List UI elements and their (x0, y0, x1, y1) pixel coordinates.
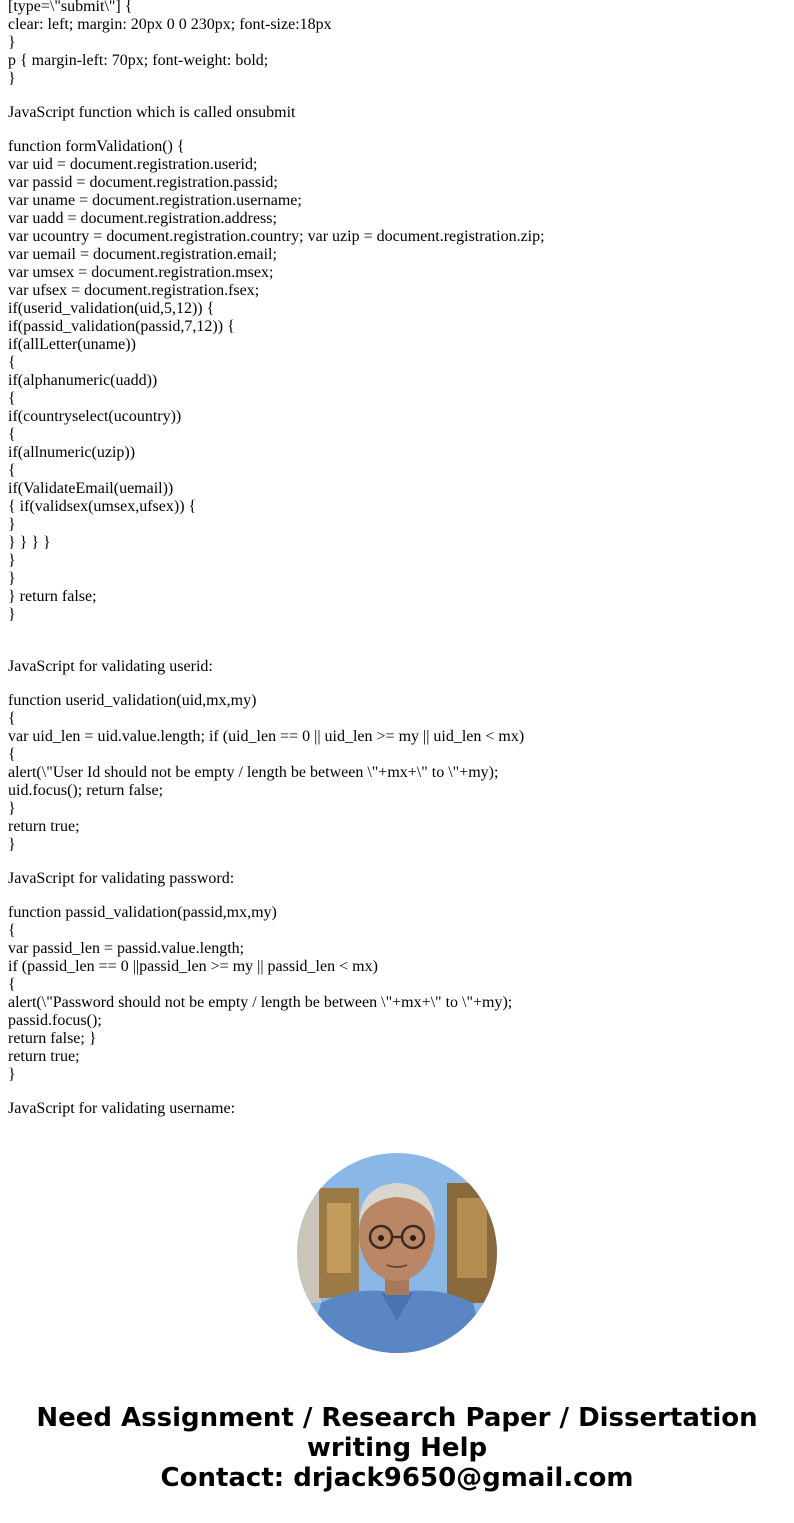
css-code-block (8, 0, 788, 88)
document-body (8, 0, 788, 1118)
code-line: return true; (8, 1048, 80, 1065)
section-heading-onsubmit: JavaScript function which is called onsubmit (8, 104, 296, 121)
userid-validation-code (8, 692, 788, 854)
code-line: var uemail = document.registration.email; (8, 246, 277, 263)
code-line: return false; } (8, 1030, 97, 1047)
author-avatar (297, 1153, 497, 1353)
code-line: alert(\"User Id should not be empty / length be between \"+mx+\" to \"+my); (8, 764, 499, 781)
code-line: } (8, 836, 16, 853)
author-portrait (297, 1153, 497, 1353)
code-line: function passid_validation(passid,mx,my) (8, 904, 277, 921)
form-validation-code (8, 138, 788, 624)
code-line: passid.focus(); (8, 1012, 102, 1029)
code-line: } (8, 70, 16, 87)
code-line: var uname = document.registration.username; (8, 192, 302, 209)
code-line: } (8, 1066, 16, 1083)
code-line: var passid = document.registration.passid; (8, 174, 278, 191)
code-line: var passid_len = passid.value.length; (8, 940, 245, 957)
code-line: if(alphanumeric(uadd)) (8, 372, 158, 389)
code-line: if(allLetter(uname)) (8, 336, 136, 353)
code-line: if(countryselect(ucountry)) (8, 408, 182, 425)
code-line: { (8, 462, 16, 479)
code-line: return true; (8, 818, 80, 835)
code-line: var uadd = document.registration.address; (8, 210, 277, 227)
code-line: } return false; (8, 588, 97, 605)
code-line: } (8, 516, 16, 533)
code-line: { (8, 746, 16, 763)
code-line: if (passid_len == 0 ||passid_len >= my || passid_len < mx) (8, 958, 378, 975)
code-line: { (8, 354, 16, 371)
code-line: var umsex = document.registration.msex; (8, 264, 274, 281)
code-line: } (8, 606, 16, 623)
help-banner-line-1: Need Assignment / Research Paper / Dissertation (36, 1403, 758, 1433)
code-line: uid.focus(); return false; (8, 782, 164, 799)
code-line: if(userid_validation(uid,5,12)) { (8, 300, 215, 317)
code-line: { (8, 976, 16, 993)
code-line: if(ValidateEmail(uemail)) (8, 480, 174, 497)
code-line: [type=\"submit\"] { (8, 0, 133, 15)
password-validation-code (8, 904, 788, 1084)
code-line: clear: left; margin: 20px 0 0 230px; font-size:18px (8, 16, 332, 33)
code-line: { (8, 390, 16, 407)
help-banner (0, 1403, 794, 1493)
code-line: } } } } (8, 534, 51, 551)
code-line: if(passid_validation(passid,7,12)) { (8, 318, 235, 335)
code-line: var ufsex = document.registration.fsex; (8, 282, 260, 299)
section-heading-userid: JavaScript for validating userid: (8, 658, 213, 675)
code-line: { (8, 426, 16, 443)
code-line: var uid_len = uid.value.length; if (uid_len == 0 || uid_len >= my || uid_len < mx) (8, 728, 525, 745)
code-line: { (8, 710, 16, 727)
code-line: { if(validsex(umsex,ufsex)) { (8, 498, 197, 515)
code-line: } (8, 34, 16, 51)
code-line: var ucountry = document.registration.country; var uzip = document.registration.zip; (8, 228, 545, 245)
code-line: var uid = document.registration.userid; (8, 156, 258, 173)
help-banner-line-2: writing Help (306, 1433, 488, 1463)
section-heading-password: JavaScript for validating password: (8, 870, 235, 887)
code-line: function userid_validation(uid,mx,my) (8, 692, 257, 709)
code-line: alert(\"Password should not be empty / length be between \"+mx+\" to \"+my); (8, 994, 513, 1011)
section-heading-username: JavaScript for validating username: (8, 1100, 236, 1117)
code-line: } (8, 570, 16, 587)
code-line: } (8, 800, 16, 817)
contact-email: Contact: drjack9650@gmail.com (160, 1463, 634, 1493)
code-line: function formValidation() { (8, 138, 185, 155)
code-line: p { margin-left: 70px; font-weight: bold; (8, 52, 269, 69)
code-line: { (8, 922, 16, 939)
code-line: } (8, 552, 16, 569)
code-line: if(allnumeric(uzip)) (8, 444, 136, 461)
